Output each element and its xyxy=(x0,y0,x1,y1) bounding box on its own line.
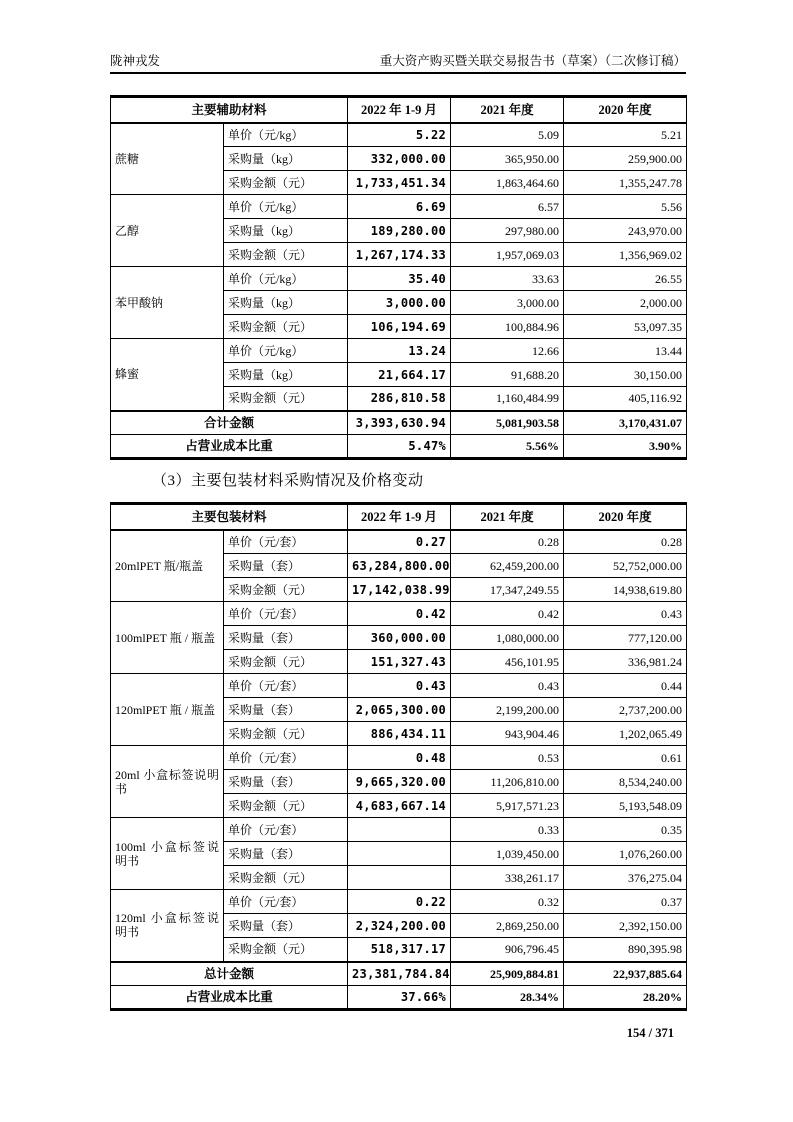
value-cell: 0.42 xyxy=(348,602,451,626)
metric-label-cell: 采购金额（元） xyxy=(224,722,348,746)
table-row xyxy=(111,602,687,626)
value-cell: 0.33 xyxy=(451,818,564,842)
table-header-period-2021: 2021 年度 xyxy=(451,504,564,530)
metric-label-cell: 采购量（套） xyxy=(224,554,348,578)
table-header-period-2022: 2022 年 1-9 月 xyxy=(348,504,451,530)
value-cell: 13.24 xyxy=(348,339,451,363)
metric-label-cell: 单价（元/套） xyxy=(224,602,348,626)
metric-label-cell: 采购金额（元） xyxy=(224,387,348,411)
metric-label-cell: 单价（元/套） xyxy=(224,890,348,914)
table-total-row xyxy=(111,411,687,435)
material-name-cell: 120mlPET 瓶 / 瓶盖 xyxy=(111,674,224,746)
value-cell: 0.27 xyxy=(348,530,451,554)
table-row xyxy=(111,746,687,770)
page-content xyxy=(110,95,686,1011)
material-name-cell: 20mlPET 瓶/瓶盖 xyxy=(111,530,224,602)
material-name-cell: 蔗糖 xyxy=(111,123,224,195)
table-row xyxy=(111,674,687,698)
value-cell: 0.44 xyxy=(564,674,687,698)
value-cell: 3,000.00 xyxy=(348,291,451,315)
value-cell: 456,101.95 xyxy=(451,650,564,674)
total-value-cell: 5.56% xyxy=(451,435,564,459)
value-cell: 9,665,320.00 xyxy=(348,770,451,794)
total-value-cell: 3,393,630.94 xyxy=(348,411,451,435)
value-cell: 62,459,200.00 xyxy=(451,554,564,578)
value-cell: 3,000.00 xyxy=(451,291,564,315)
metric-label-cell: 采购金额（元） xyxy=(224,578,348,602)
total-value-cell: 23,381,784.84 xyxy=(348,962,451,986)
table-header-period-2020: 2020 年度 xyxy=(564,504,687,530)
table-row xyxy=(111,267,687,291)
metric-label-cell: 采购金额（元） xyxy=(224,938,348,962)
value-cell: 1,356,969.02 xyxy=(564,243,687,267)
table-header-period-2020: 2020 年度 xyxy=(564,97,687,123)
value-cell: 21,664.17 xyxy=(348,363,451,387)
value-cell: 63,284,800.00 xyxy=(348,554,451,578)
value-cell: 2,199,200.00 xyxy=(451,698,564,722)
value-cell: 106,194.69 xyxy=(348,315,451,339)
total-value-cell: 37.66% xyxy=(348,986,451,1010)
value-cell: 5,193,548.09 xyxy=(564,794,687,818)
value-cell: 151,327.43 xyxy=(348,650,451,674)
total-label-cell: 占营业成本比重 xyxy=(111,435,348,459)
metric-label-cell: 采购金额（元） xyxy=(224,650,348,674)
report-title: 重大资产购买暨关联交易报告书（草案）（二次修订稿） xyxy=(379,54,686,68)
table-row xyxy=(111,339,687,363)
table-total-row xyxy=(111,986,687,1010)
material-name-cell: 100mlPET 瓶 / 瓶盖 xyxy=(111,602,224,674)
value-cell: 8,534,240.00 xyxy=(564,770,687,794)
value-cell: 360,000.00 xyxy=(348,626,451,650)
table-header-period-2022: 2022 年 1-9 月 xyxy=(348,97,451,123)
page-number: 154 / 371 xyxy=(626,1026,674,1040)
material-name-cell: 乙醇 xyxy=(111,195,224,267)
value-cell: 30,150.00 xyxy=(564,363,687,387)
value-cell: 0.61 xyxy=(564,746,687,770)
value-cell: 2,000.00 xyxy=(564,291,687,315)
value-cell: 906,796.45 xyxy=(451,938,564,962)
section-heading: （3）主要包装材料采购情况及价格变动 xyxy=(152,473,424,489)
table-header-row xyxy=(111,504,687,530)
material-name-cell: 20ml 小盒标签说明书 xyxy=(111,746,224,818)
value-cell: 5,917,571.23 xyxy=(451,794,564,818)
value-cell: 0.53 xyxy=(451,746,564,770)
packaging-materials-table xyxy=(110,502,687,1011)
value-cell: 1,267,174.33 xyxy=(348,243,451,267)
value-cell: 0.42 xyxy=(451,602,564,626)
value-cell: 777,120.00 xyxy=(564,626,687,650)
metric-label-cell: 采购金额（元） xyxy=(224,171,348,195)
value-cell: 5.22 xyxy=(348,123,451,147)
metric-label-cell: 采购量（kg） xyxy=(224,147,348,171)
metric-label-cell: 单价（元/kg） xyxy=(224,339,348,363)
value-cell: 1,355,247.78 xyxy=(564,171,687,195)
value-cell: 243,970.00 xyxy=(564,219,687,243)
value-cell: 26.55 xyxy=(564,267,687,291)
value-cell xyxy=(348,818,451,842)
value-cell: 0.43 xyxy=(348,674,451,698)
value-cell: 0.43 xyxy=(564,602,687,626)
metric-label-cell: 采购金额（元） xyxy=(224,315,348,339)
value-cell: 4,683,667.14 xyxy=(348,794,451,818)
value-cell: 0.43 xyxy=(451,674,564,698)
value-cell: 0.22 xyxy=(348,890,451,914)
value-cell: 1,039,450.00 xyxy=(451,842,564,866)
value-cell: 0.32 xyxy=(451,890,564,914)
metric-label-cell: 采购金额（元） xyxy=(224,866,348,890)
metric-label-cell: 采购量（kg） xyxy=(224,219,348,243)
value-cell: 2,392,150.00 xyxy=(564,914,687,938)
value-cell: 14,938,619.80 xyxy=(564,578,687,602)
table-row xyxy=(111,530,687,554)
value-cell: 1,160,484.99 xyxy=(451,387,564,411)
page-footer xyxy=(110,1026,686,1041)
value-cell: 365,950.00 xyxy=(451,147,564,171)
value-cell: 2,869,250.00 xyxy=(451,914,564,938)
table-total-row xyxy=(111,435,687,459)
value-cell: 11,206,810.00 xyxy=(451,770,564,794)
metric-label-cell: 采购量（套） xyxy=(224,626,348,650)
value-cell: 286,810.58 xyxy=(348,387,451,411)
table-header-materials: 主要包装材料 xyxy=(111,504,348,530)
metric-label-cell: 单价（元/kg） xyxy=(224,267,348,291)
value-cell: 1,957,069.03 xyxy=(451,243,564,267)
value-cell: 5.56 xyxy=(564,195,687,219)
value-cell: 17,347,249.55 xyxy=(451,578,564,602)
table-total-row xyxy=(111,962,687,986)
value-cell: 376,275.04 xyxy=(564,866,687,890)
metric-label-cell: 采购量（套） xyxy=(224,914,348,938)
metric-label-cell: 单价（元/套） xyxy=(224,818,348,842)
material-name-cell: 苯甲酸钠 xyxy=(111,267,224,339)
value-cell: 53,097.35 xyxy=(564,315,687,339)
value-cell: 13.44 xyxy=(564,339,687,363)
value-cell: 0.48 xyxy=(348,746,451,770)
table-row xyxy=(111,123,687,147)
value-cell: 259,900.00 xyxy=(564,147,687,171)
metric-label-cell: 采购量（套） xyxy=(224,698,348,722)
value-cell: 1,202,065.49 xyxy=(564,722,687,746)
table-header-row xyxy=(111,97,687,123)
table-row xyxy=(111,890,687,914)
auxiliary-materials-table xyxy=(110,95,687,460)
total-value-cell: 3,170,431.07 xyxy=(564,411,687,435)
value-cell: 52,752,000.00 xyxy=(564,554,687,578)
metric-label-cell: 采购量（套） xyxy=(224,770,348,794)
value-cell: 405,116.92 xyxy=(564,387,687,411)
metric-label-cell: 采购量（套） xyxy=(224,842,348,866)
metric-label-cell: 单价（元/套） xyxy=(224,674,348,698)
value-cell: 297,980.00 xyxy=(451,219,564,243)
metric-label-cell: 采购金额（元） xyxy=(224,794,348,818)
value-cell: 338,261.17 xyxy=(451,866,564,890)
value-cell: 336,981.24 xyxy=(564,650,687,674)
total-value-cell: 3.90% xyxy=(564,435,687,459)
material-name-cell: 蜂蜜 xyxy=(111,339,224,411)
value-cell: 2,065,300.00 xyxy=(348,698,451,722)
value-cell: 6.69 xyxy=(348,195,451,219)
table-header-materials: 主要辅助材料 xyxy=(111,97,348,123)
value-cell xyxy=(348,842,451,866)
total-value-cell: 22,937,885.64 xyxy=(564,962,687,986)
metric-label-cell: 采购金额（元） xyxy=(224,243,348,267)
value-cell: 91,688.20 xyxy=(451,363,564,387)
total-value-cell: 28.20% xyxy=(564,986,687,1010)
value-cell: 1,076,260.00 xyxy=(564,842,687,866)
table-row xyxy=(111,818,687,842)
metric-label-cell: 单价（元/套） xyxy=(224,746,348,770)
value-cell: 35.40 xyxy=(348,267,451,291)
total-value-cell: 25,909,884.81 xyxy=(451,962,564,986)
value-cell: 886,434.11 xyxy=(348,722,451,746)
value-cell: 1,863,464.60 xyxy=(451,171,564,195)
value-cell: 17,142,038.99 xyxy=(348,578,451,602)
value-cell: 0.35 xyxy=(564,818,687,842)
value-cell: 943,904.46 xyxy=(451,722,564,746)
metric-label-cell: 采购量（kg） xyxy=(224,363,348,387)
value-cell: 100,884.96 xyxy=(451,315,564,339)
metric-label-cell: 采购量（kg） xyxy=(224,291,348,315)
total-value-cell: 5,081,903.58 xyxy=(451,411,564,435)
total-value-cell: 28.34% xyxy=(451,986,564,1010)
value-cell: 33.63 xyxy=(451,267,564,291)
metric-label-cell: 单价（元/kg） xyxy=(224,195,348,219)
company-short-name: 陇神戎发 xyxy=(110,54,161,68)
value-cell: 1,080,000.00 xyxy=(451,626,564,650)
value-cell: 189,280.00 xyxy=(348,219,451,243)
value-cell: 518,317.17 xyxy=(348,938,451,962)
total-label-cell: 占营业成本比重 xyxy=(111,986,348,1010)
metric-label-cell: 单价（元/套） xyxy=(224,530,348,554)
material-name-cell: 100ml 小盒标签说明书 xyxy=(111,818,224,890)
value-cell: 332,000.00 xyxy=(348,147,451,171)
value-cell: 1,733,451.34 xyxy=(348,171,451,195)
value-cell: 2,737,200.00 xyxy=(564,698,687,722)
value-cell: 0.28 xyxy=(564,530,687,554)
table-row xyxy=(111,195,687,219)
value-cell: 0.28 xyxy=(451,530,564,554)
total-label-cell: 合计金额 xyxy=(111,411,348,435)
value-cell: 5.09 xyxy=(451,123,564,147)
value-cell: 5.21 xyxy=(564,123,687,147)
metric-label-cell: 单价（元/kg） xyxy=(224,123,348,147)
running-header xyxy=(110,54,686,74)
value-cell: 6.57 xyxy=(451,195,564,219)
value-cell: 890,395.98 xyxy=(564,938,687,962)
value-cell: 0.37 xyxy=(564,890,687,914)
value-cell: 12.66 xyxy=(451,339,564,363)
total-label-cell: 总计金额 xyxy=(111,962,348,986)
total-value-cell: 5.47% xyxy=(348,435,451,459)
material-name-cell: 120ml 小盒标签说明书 xyxy=(111,890,224,962)
value-cell: 2,324,200.00 xyxy=(348,914,451,938)
value-cell xyxy=(348,866,451,890)
table-header-period-2021: 2021 年度 xyxy=(451,97,564,123)
